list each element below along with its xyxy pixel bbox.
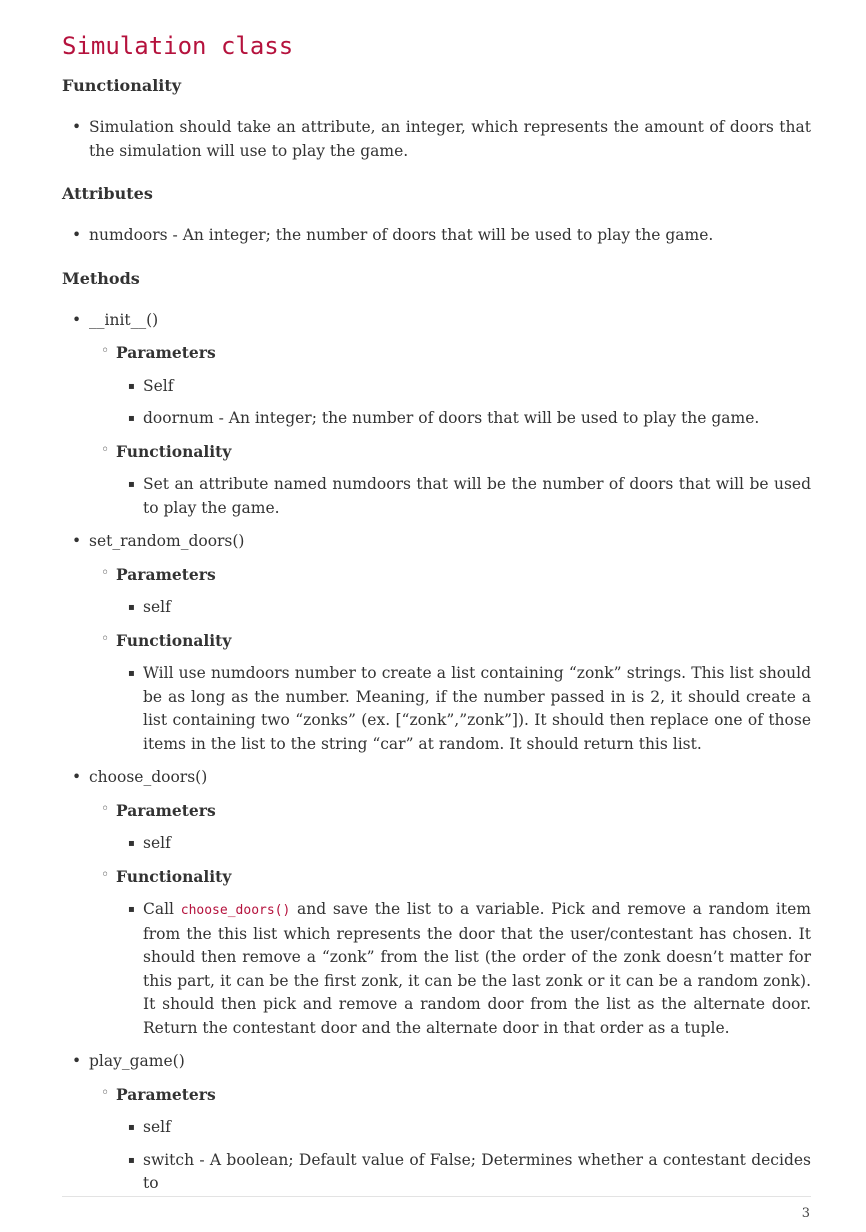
parameters-label: Parameters: [116, 800, 216, 820]
param-item: ▪ doornum - An integer; the number of doors that will be used to play the game.: [116, 407, 811, 431]
functionality-label: Functionality: [116, 630, 232, 650]
parameters-item: [89, 563, 811, 620]
parameters-item: [89, 341, 811, 431]
attributes-list: [62, 224, 811, 248]
page-number: 3: [801, 1206, 810, 1221]
functionality-text: ▪ Will use numdoors number to create a list containing “zonk” strings. This list should be as long as the number. Meaning, if the number passed in is 2, it should create a list containing two “zonks” (ex. [“zonk”,”zonk”]). It should then replace one of those items in the list to the string “car” at random. It should return this list.: [116, 662, 811, 756]
parameters-label: Parameters: [116, 1084, 216, 1104]
functionality-heading: Functionality: [62, 76, 182, 95]
method-play-game: [62, 1050, 811, 1196]
parameters-item: [89, 799, 811, 856]
methods-list: [62, 309, 811, 1196]
method-set-random-doors: [62, 530, 811, 756]
list-item: • Simulation should take an attribute, an integer, which represents the amount of doors that the simulation will use to play the game.: [62, 116, 811, 163]
methods-heading: Methods: [62, 268, 140, 288]
document-page: [62, 30, 811, 1206]
functionality-item: [89, 865, 811, 1041]
functionality-label: Functionality: [116, 866, 232, 886]
parameters-label: Parameters: [116, 564, 216, 584]
functionality-item: [89, 629, 811, 757]
page-title: Simulation class: [62, 32, 294, 60]
functionality-item: [89, 440, 811, 521]
param-item: ▪ self: [116, 596, 811, 620]
param-item: ▪ self: [116, 1116, 811, 1140]
functionality-text: ▪ Set an attribute named numdoors that will be the number of doors that will be used to play the game.: [116, 473, 811, 520]
inline-code: choose_doors(): [180, 903, 291, 918]
method-name: play_game(): [89, 1052, 185, 1070]
parameters-label: Parameters: [116, 343, 216, 362]
method-init: [62, 309, 811, 521]
functionality-text: [116, 898, 811, 1040]
attributes-heading: Attributes: [62, 184, 153, 203]
method-name: choose_doors(): [89, 768, 208, 786]
method-name: set_random_doors(): [89, 532, 245, 550]
param-item: ▪ switch - A boolean; Default value of False; Determines whether a contestant decides to: [116, 1149, 811, 1196]
footer-divider: [62, 1196, 811, 1197]
parameters-item: [89, 1083, 811, 1196]
method-choose-doors: [62, 766, 811, 1040]
text-prefix: Call: [143, 900, 181, 918]
list-item: • numdoors - An integer; the number of doors that will be used to play the game.: [62, 224, 811, 248]
functionality-list: [62, 116, 811, 163]
functionality-label: Functionality: [116, 441, 232, 461]
param-item: ▪ Self: [116, 375, 811, 399]
param-item: ▪ self: [116, 832, 811, 856]
method-name: __init__(): [89, 310, 159, 329]
text-suffix: and save the list to a variable. Pick and remove a random item from the this list which represents the door that the user/contestant has chosen. It should then remove a “zonk” from the list (the order of the zonk doesn’t matter for this part, it can be the first zonk, it can be the last zonk or it can be a random zonk). It should then pick and remove a random door from the list as the alternate door. Return the contestant door and the alternate door in that order as a tuple.: [143, 900, 811, 1037]
